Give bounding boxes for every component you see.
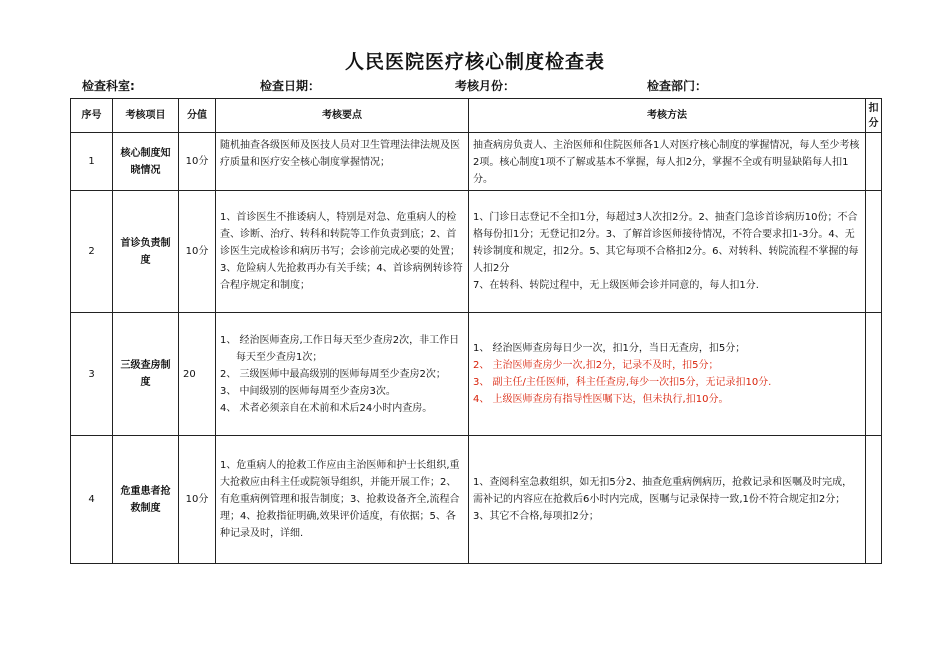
table-row <box>71 436 882 564</box>
table-row <box>71 133 882 191</box>
table-row <box>71 313 882 436</box>
row-points: 1、首诊医生不推诿病人，特别是对急、危重病人的检查、诊断、治疗、转科和转院等工作负责到底；2、首诊医生完成检诊和病历书写；会诊前完成必要的处置；3、危险病人先抢救再办有关手续；4、首诊病例转诊符合程序规定和制度； <box>216 191 469 313</box>
points-list-item: 2、 三级医师中最高级别的医师每周至少查房2次； <box>220 368 446 380</box>
method-line: 1、门诊日志登记不全扣1分，每超过3人次扣2分。2、抽查门急诊首诊病历10份；不合格每份扣1分；无登记扣2分。3、了解首诊医师接待情况，不符合要求扣1-3分。4、无转诊制度和规定，扣2分。5、其它每项不合格扣2分。6、对转科、转院流程不掌握的每人扣2分 <box>473 212 859 274</box>
row-method <box>469 191 866 313</box>
row-method <box>469 313 866 436</box>
points-list-item: 1、 经治医师查房,工作日每天至少查房2次，非工作日每天至少查房1次； <box>220 334 460 363</box>
row-item: 首诊负责制度 <box>113 191 179 313</box>
row-deduct-cell[interactable] <box>866 436 882 564</box>
row-deduct-cell[interactable] <box>866 191 882 313</box>
row-points: 随机抽查各级医师及医技人员对卫生管理法律法规及医疗质量和医疗安全核心制度掌握情况； <box>216 133 469 191</box>
header-item: 考核项目 <box>113 99 179 133</box>
row-score: 10分 <box>179 436 216 564</box>
row-no: 4 <box>71 436 113 564</box>
row-no: 1 <box>71 133 113 191</box>
row-item: 核心制度知晓情况 <box>113 133 179 191</box>
row-deduct-cell[interactable] <box>866 133 882 191</box>
header-no: 序号 <box>71 99 113 133</box>
row-points: 1、危重病人的抢救工作应由主治医师和护士长组织,重大抢救应由科主任或院领导组织，并能开展工作；2、有危重病例管理和报告制度；3、抢救设备齐全,流程合理；4、抢救指征明确,效果评价适度，有依据；5、各种记录及时，详细. <box>216 436 469 564</box>
row-item: 三级查房制度 <box>113 313 179 436</box>
header-deduct: 扣分 <box>866 99 882 133</box>
inspect-dept-label: 检查部门： <box>647 79 708 93</box>
method-line-highlight: 3、 副主任/主任医师，科主任查房,每少一次扣5分，无记录扣10分. <box>473 377 772 388</box>
row-no: 2 <box>71 191 113 313</box>
method-line: 7、在转科、转院过程中，无上级医师会诊并同意的，每人扣1分. <box>473 280 759 291</box>
header-score: 分值 <box>179 99 216 133</box>
header-points: 考核要点 <box>216 99 469 133</box>
header-method: 考核方法 <box>469 99 866 133</box>
row-points <box>216 313 469 436</box>
row-score: 20 <box>179 313 216 436</box>
date-label: 检查日期： <box>260 79 321 93</box>
table-header-row <box>71 99 882 133</box>
method-line: 1、 经治医师查房每日少一次，扣1分，当日无查房，扣5分； <box>473 343 746 354</box>
points-list-item: 4、 术者必须亲自在术前和术后24小时内查房。 <box>220 402 433 414</box>
dept-label: 检查科室: <box>82 79 135 93</box>
month-label: 考核月份： <box>455 79 516 93</box>
points-list-item: 3、 中间级别的医师每周至少查房3次。 <box>220 385 396 397</box>
row-score: 10分 <box>179 191 216 313</box>
method-line-highlight: 2、 主治医师查房少一次,扣2分，记录不及时，扣5分； <box>473 360 719 371</box>
page-title: 人民医院医疗核心制度检查表 <box>344 51 605 73</box>
row-no: 3 <box>71 313 113 436</box>
row-item: 危重患者抢救制度 <box>113 436 179 564</box>
method-line-highlight: 4、 上级医师查房有指导性医嘱下达，但未执行,扣10分。 <box>473 394 729 405</box>
row-method: 抽查病房负责人、主治医师和住院医师各1人对医疗核心制度的掌握情况，每人至少考核2项。核心制度1项不了解或基本不掌握，每人扣2分，掌握不全或有明显缺陷每人扣1分。 <box>469 133 866 191</box>
row-score: 10分 <box>179 133 216 191</box>
inspection-table <box>70 98 882 564</box>
table-row <box>71 191 882 313</box>
row-method: 1、查阅科室急救组织，如无扣5分2、抽查危重病例病历，抢救记录和医嘱及时完成，需补记的内容应在抢救后6小时内完成，医嘱与记录保持一致,1份不符合规定扣2分；3、其它不合格,每项扣2分； <box>469 436 866 564</box>
row-deduct-cell[interactable] <box>866 313 882 436</box>
